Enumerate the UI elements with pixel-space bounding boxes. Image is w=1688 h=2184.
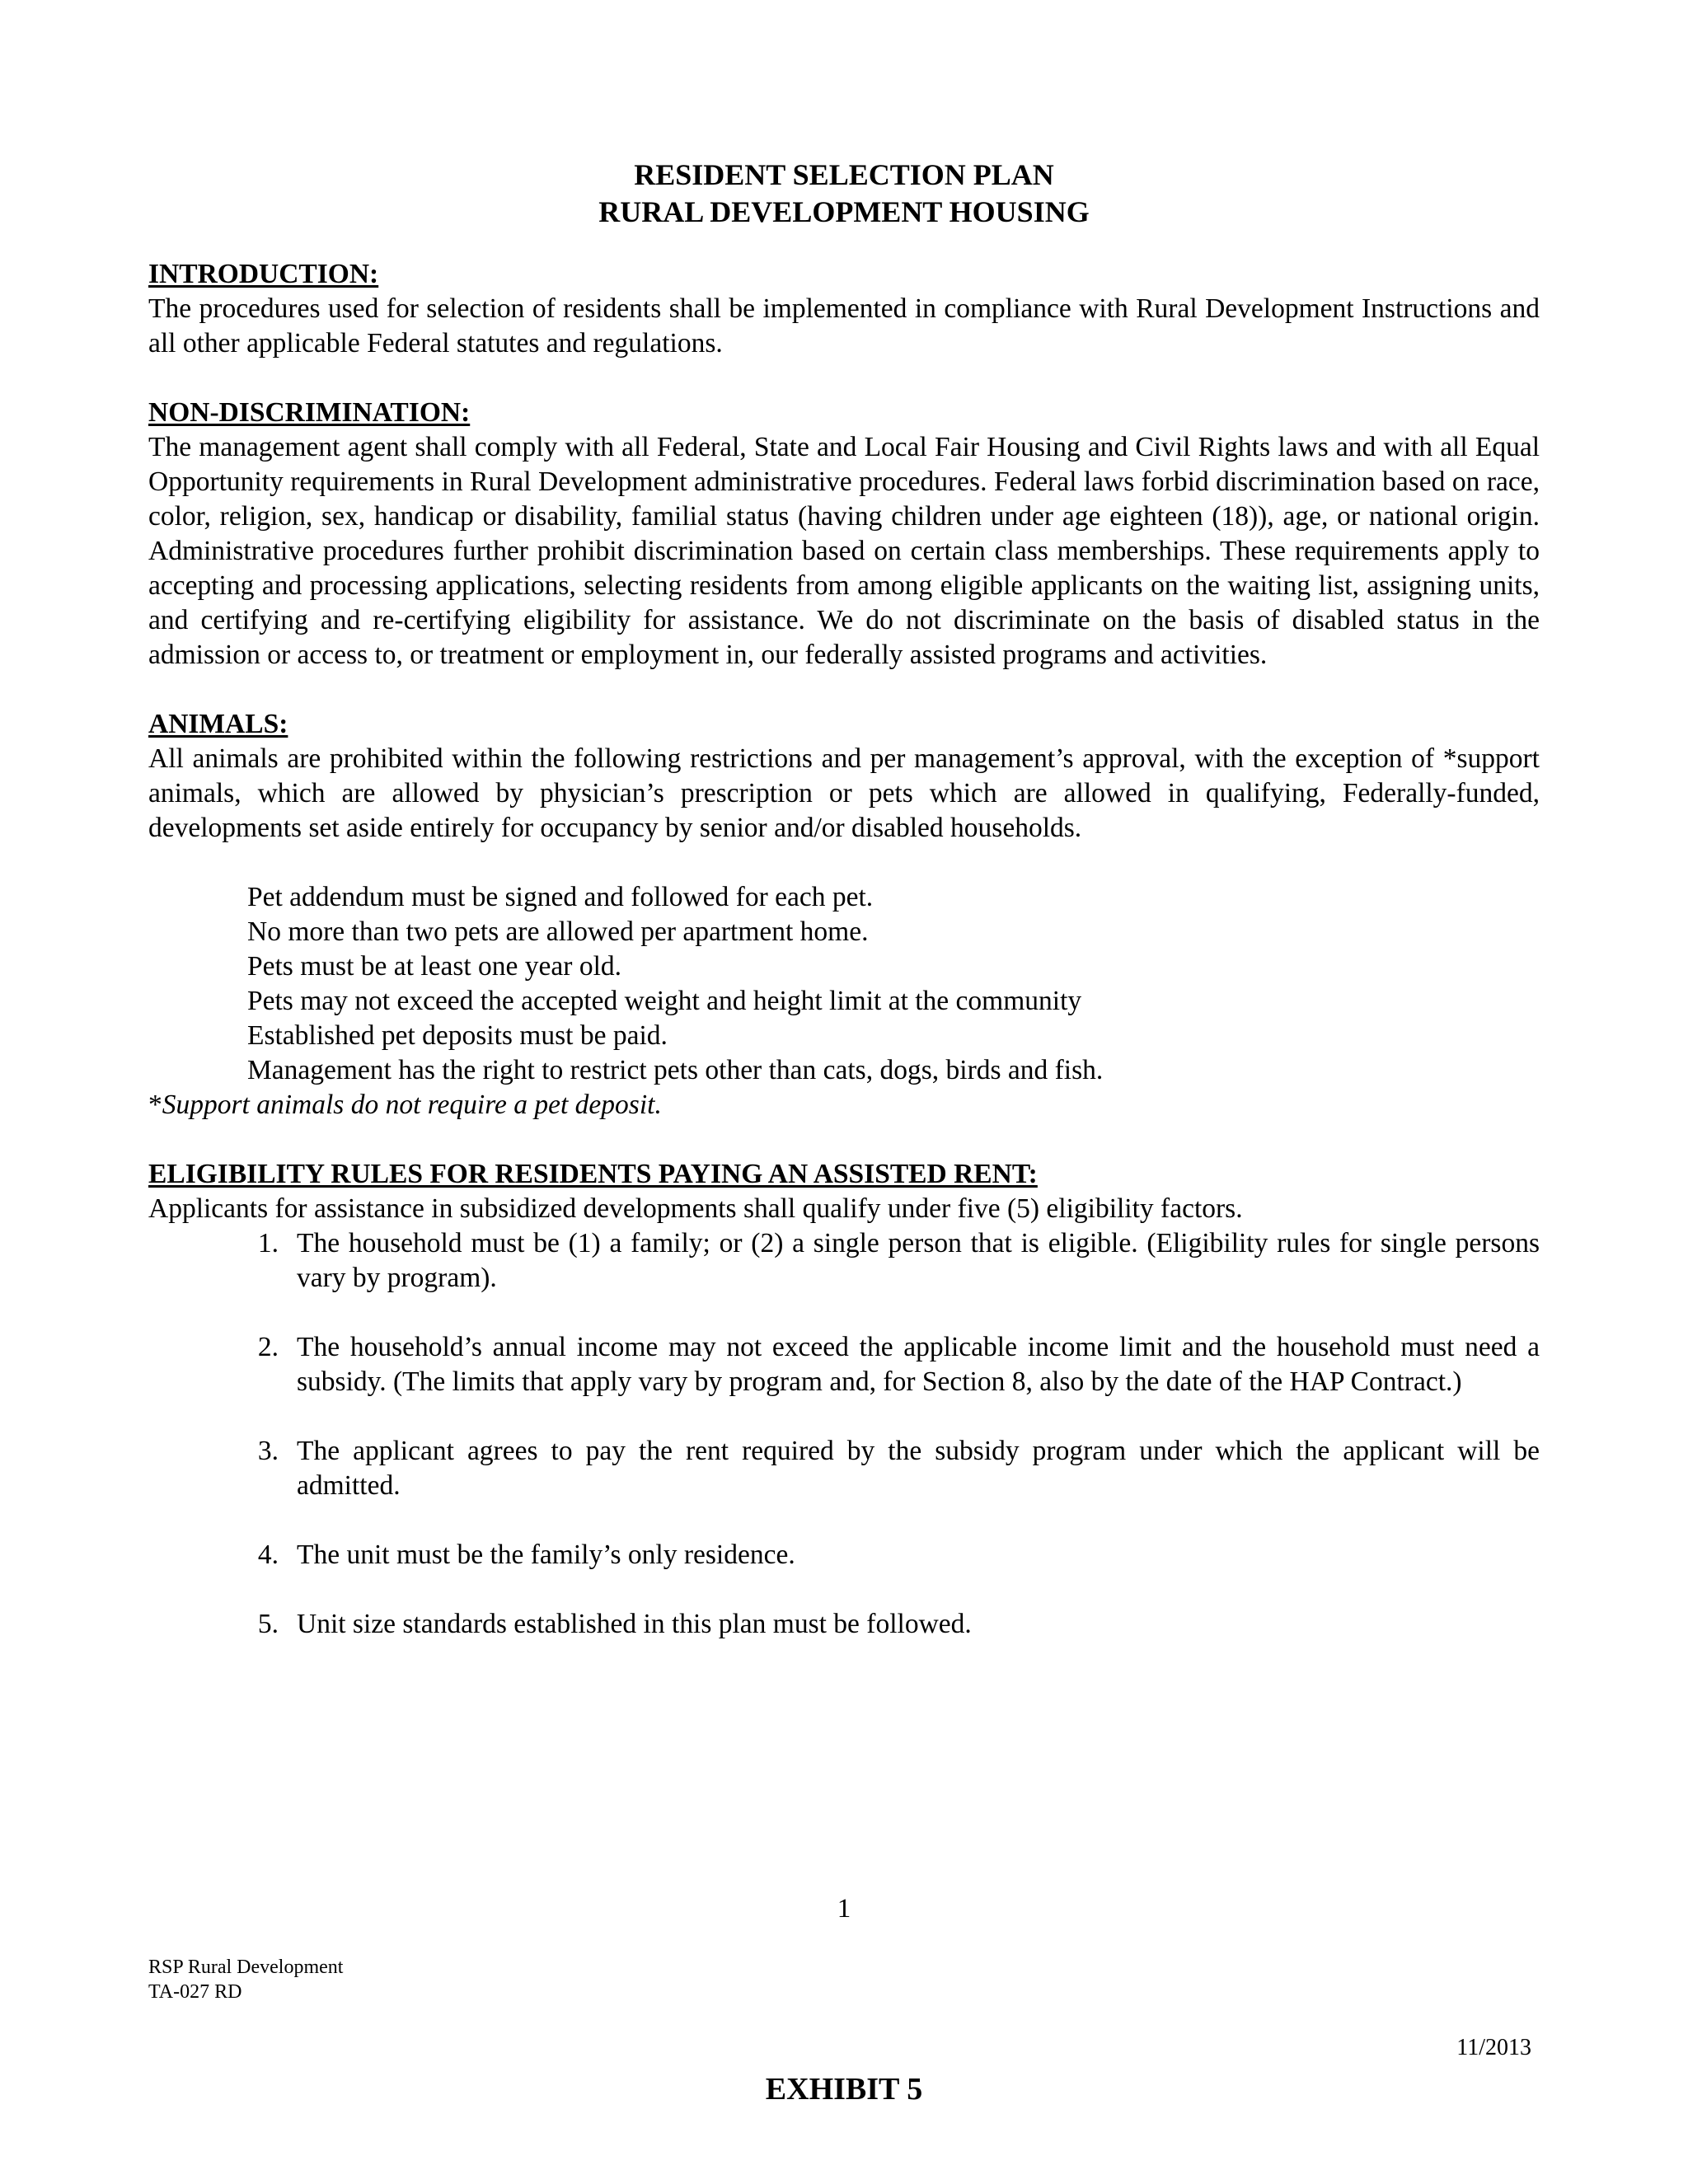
footnote-mark: * — [148, 1090, 162, 1120]
list-text: Unit size standards established in this plan must be followed. — [297, 1609, 972, 1639]
list-item — [148, 1330, 1540, 1399]
list-number: 5. — [257, 1609, 279, 1639]
section-text: The procedures used for selection of residents shall be implemented in compliance with Rural Development Instructions and all other applicable Federal statutes and regulations. — [148, 293, 1540, 359]
list-number: 1. — [257, 1228, 279, 1258]
footer-line: RSP Rural Development — [148, 1957, 344, 1978]
list-item: Management has the right to restrict pets other than cats, dogs, birds and fish. — [247, 1055, 1104, 1085]
section-heading: ANIMALS: — [148, 709, 288, 739]
spacer — [148, 846, 1540, 880]
list-number: 2. — [257, 1332, 279, 1362]
document-title: RESIDENT SELECTION PLAN — [634, 158, 1054, 191]
list-item: Pet addendum must be signed and followed for each pet. — [247, 882, 874, 912]
exhibit-label: EXHIBIT 5 — [765, 2072, 923, 2107]
footer-line: TA-027 RD — [148, 1981, 242, 2003]
section-text: All animals are prohibited within the following restrictions and per management’s approval, with the exception of *support animals, which are allowed by physician’s prescription or pets which are allowed in qualifying, Federally-funded, developments set aside entirely for occupancy by senior and/or disabled households. — [148, 743, 1540, 843]
support-animal-footnote — [148, 1088, 1540, 1122]
document-subtitle: RURAL DEVELOPMENT HOUSING — [598, 195, 1090, 228]
list-item: Established pet deposits must be paid. — [247, 1020, 668, 1051]
spacer — [148, 1122, 1540, 1157]
spacer — [148, 673, 1540, 707]
footer-reference — [148, 1955, 343, 2004]
eligibility-list — [148, 1226, 1540, 1642]
list-text: The household must be (1) a family; or (2) a single person that is eligible. (Eligibility rules for single persons vary by program). — [297, 1228, 1540, 1293]
section-heading: ELIGIBILITY RULES FOR RESIDENTS PAYING AN ASSISTED RENT: — [148, 1159, 1038, 1189]
section-heading: INTRODUCTION: — [148, 259, 379, 289]
list-item — [148, 1538, 1540, 1572]
list-number: 4. — [257, 1540, 279, 1570]
spacer — [148, 361, 1540, 396]
page-number: 1 — [837, 1894, 851, 1924]
list-item: No more than two pets are allowed per apartment home. — [247, 916, 869, 947]
list-number: 3. — [257, 1436, 279, 1466]
section-eligibility — [148, 1157, 1540, 1642]
revision-date: 11/2013 — [1456, 2035, 1531, 2060]
section-heading: NON-DISCRIMINATION: — [148, 397, 471, 428]
section-non-discrimination — [148, 396, 1540, 673]
section-introduction — [148, 257, 1540, 361]
list-item: Pets may not exceed the accepted weight and height limit at the community — [247, 986, 1082, 1016]
section-text: Applicants for assistance in subsidized developments shall qualify under five (5) eligibility factors. — [148, 1193, 1243, 1224]
list-item — [148, 1226, 1540, 1296]
list-item — [148, 1607, 1540, 1642]
list-item: Pets must be at least one year old. — [247, 951, 622, 982]
list-item — [148, 1434, 1540, 1503]
list-text: The unit must be the family’s only residence. — [297, 1540, 795, 1570]
pet-rules-list — [148, 880, 1540, 1088]
document-body — [148, 157, 1540, 1642]
section-text: The management agent shall comply with all Federal, State and Local Fair Housing and Civil Rights laws and with all Equal Opportunity requirements in Rural Development administrative procedures. Federal laws forbid discrimination based on race, color, religion, sex, handicap or disability, familial status (having children under age eighteen (18)), age, or national origin. Administrative procedures further prohibit discrimination based on certain class memberships. These requirements apply to accepting and processing applications, selecting residents from among eligible applicants on the waiting list, assigning units, and certifying and re-certifying eligibility for assistance. We do not discriminate on the basis of disabled status in the admission or access to, or treatment or employment in, our federally assisted programs and activities. — [148, 432, 1540, 670]
list-text: The applicant agrees to pay the rent required by the subsidy program under which the applicant will be admitted. — [297, 1436, 1540, 1501]
section-animals — [148, 707, 1540, 1122]
list-text: The household’s annual income may not exceed the applicable income limit and the household must need a subsidy. (The limits that apply vary by program and, for Section 8, also by the date of the HAP Contract.) — [297, 1332, 1540, 1397]
title-block — [148, 157, 1540, 231]
footnote-text: Support animals do not require a pet deposit. — [162, 1090, 662, 1120]
